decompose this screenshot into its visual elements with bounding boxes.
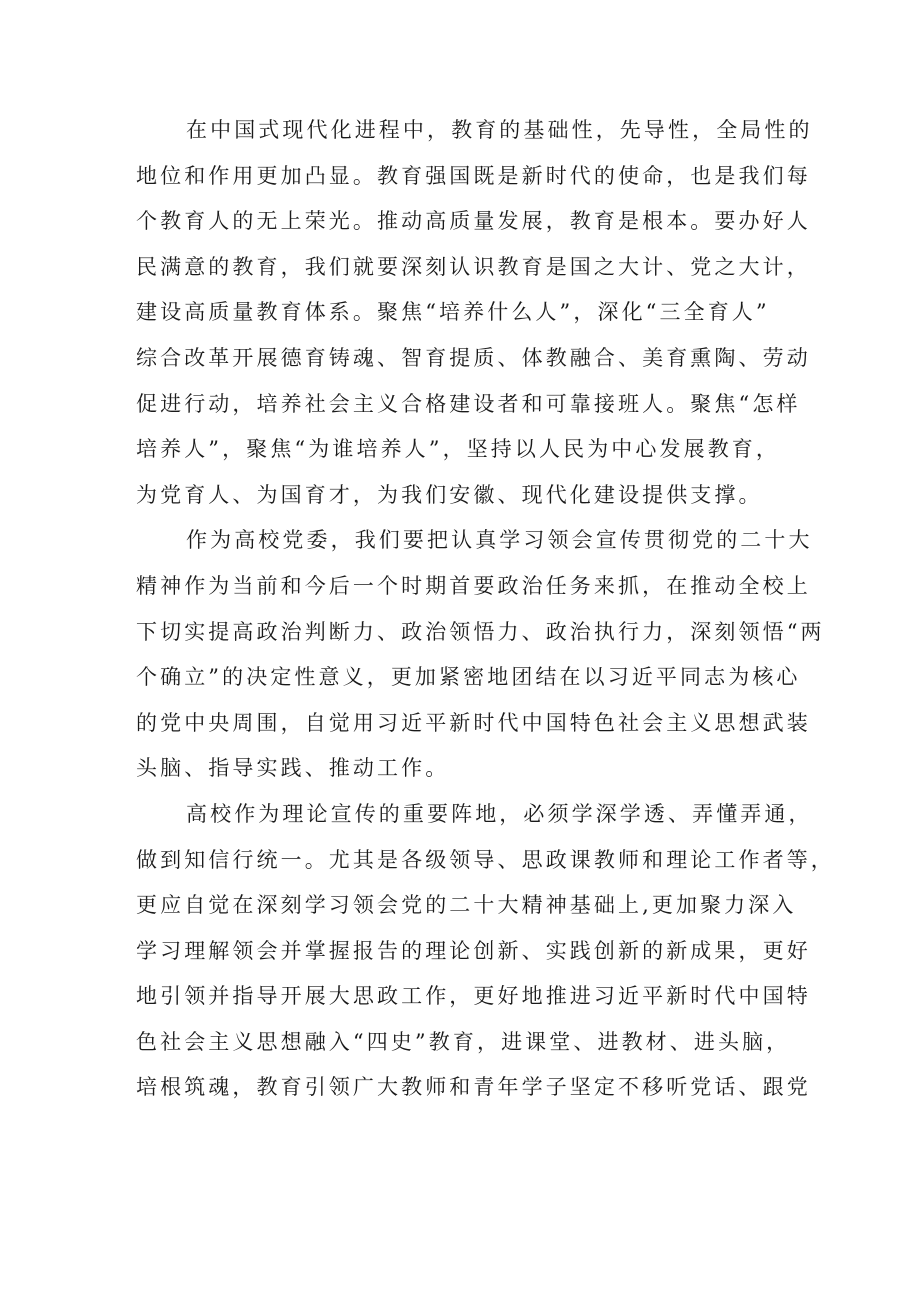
text-line: 为党育人、为国育才，为我们安徽、现代化建设提供支撑。 xyxy=(136,482,763,507)
text-line: 民满意的教育，我们就要深刻认识教育是国之大计、党之大计， xyxy=(136,254,811,279)
text-line: 下切实提高政治判断力、政治领悟力、政治执行力，深刻领悟“两 xyxy=(136,619,825,644)
text-line: 个教育人的无上荣光。推动高质量发展，教育是根本。要办好人 xyxy=(136,209,811,234)
text-line: 个确立”的决定性意义，更加紧密地团结在以习近平同志为核心 xyxy=(136,665,801,690)
text-line: 作为高校党委，我们要把认真学习领会宣传贯彻党的二十大 xyxy=(186,528,813,553)
text-line: 色社会主义思想融入“四史”教育，进课堂、进教材、进头脑， xyxy=(136,1029,791,1054)
paragraph-3 xyxy=(136,792,835,1111)
text-line: 促进行动，培养社会主义合格建设者和可靠接班人。聚焦“怎样 xyxy=(136,391,801,416)
text-line: 做到知信行统一。尤其是各级领导、思政课教师和理论工作者等， xyxy=(136,847,835,872)
text-line: 地引领并指导开展大思政工作，更好地推进习近平新时代中国特 xyxy=(136,984,811,1009)
text-line: 培根筑魂，教育引领广大教师和青年学子坚定不移听党话、跟党 xyxy=(136,1075,811,1100)
document-body xyxy=(136,108,835,1111)
text-line: 精神作为当前和今后一个时期首要政治任务来抓，在推动全校上 xyxy=(136,573,811,598)
text-line: 培养人”，聚焦“为谁培养人”，坚持以人民为中心发展教育， xyxy=(136,437,781,462)
paragraph-2 xyxy=(136,518,825,792)
text-line: 学习理解领会并掌握报告的理论创新、实践创新的新成果，更好 xyxy=(136,938,811,963)
text-line: 头脑、指导实践、推动工作。 xyxy=(136,756,450,781)
text-line: 高校作为理论宣传的重要阵地，必须学深学透、弄懂弄通， xyxy=(186,801,813,826)
paragraph-1 xyxy=(136,108,813,518)
text-line: 地位和作用更加凸显。教育强国既是新时代的使命，也是我们每 xyxy=(136,163,811,188)
text-line: 在中国式现代化进程中，教育的基础性，先导性，全局性的 xyxy=(186,118,813,142)
text-line: 综合改革开展德育铸魂、智育提质、体教融合、美育熏陶、劳动 xyxy=(136,345,811,370)
text-line: 更应自觉在深刻学习领会党的二十大精神基础上,更加聚力深入 xyxy=(136,893,797,918)
text-line: 的党中央周围，自觉用习近平新时代中国特色社会主义思想武装 xyxy=(136,710,811,735)
text-line: 建设高质量教育体系。聚焦“培养什么人”，深化“三全育人” xyxy=(136,300,770,325)
